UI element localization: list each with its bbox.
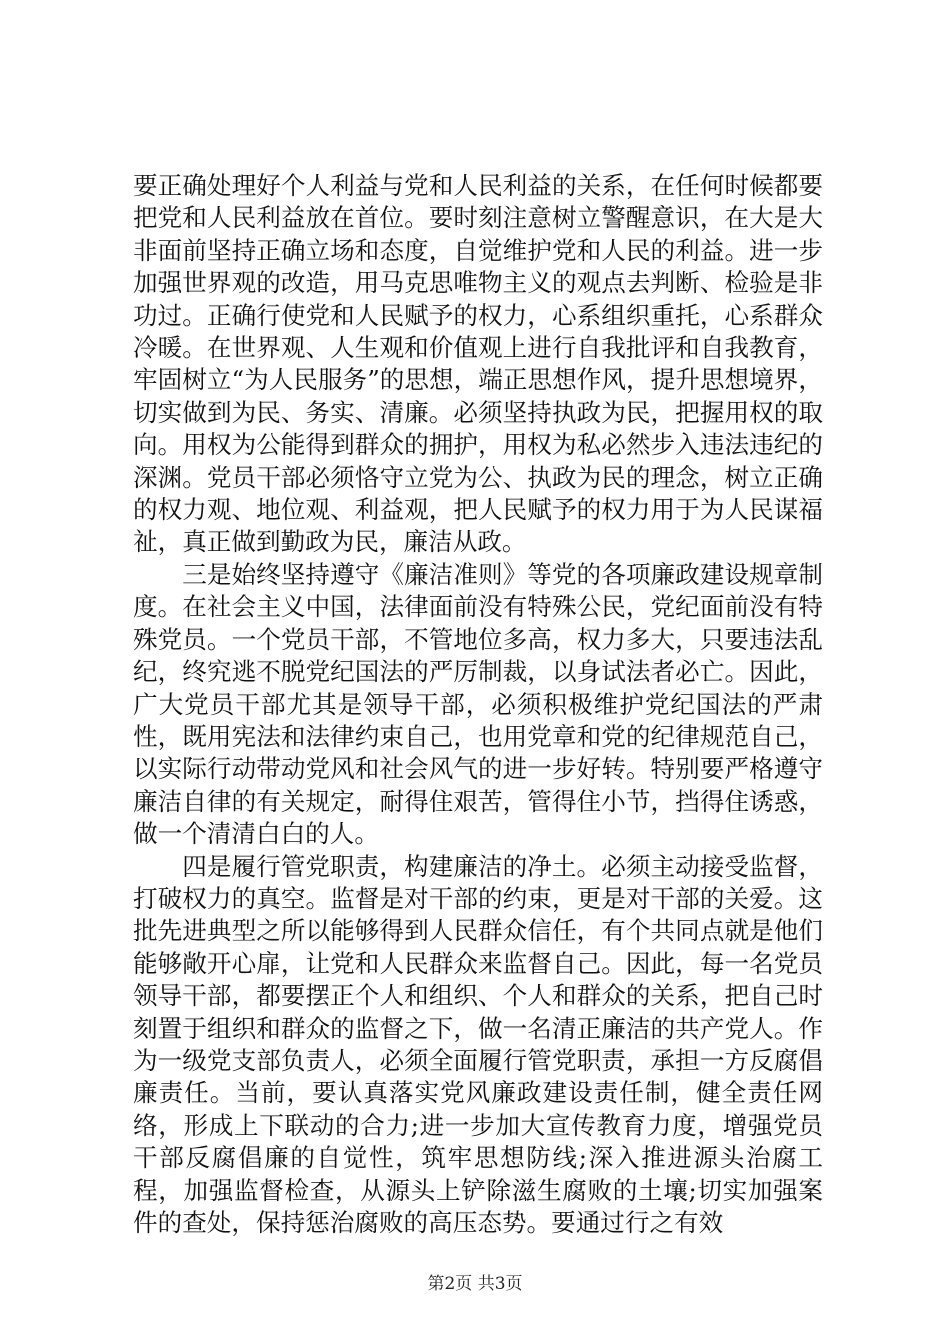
paragraph-3: 四是履行管党职责，构建廉洁的净土。必须主动接受监督，打破权力的真空。监督是对干部的约束，更是对干部的关爱。这批先进典型之所以能够得到人民群众信任，有个共同点就是他们能够敞开心扉，让党和人民群众来监督自己。因此，每一名党员领导干部，都要摆正个人和组织、个人和群众的关系，把自己时刻置于组织和群众的监督之下，做一名清正廉洁的共产党人。作为一级党支部负责人，必须全面履行管党职责，承担一方反腐倡廉责任。当前，要认真落实党风廉政建设责任制，健全责任网络，形成上下联动的合力;进一步加大宣传教育力度，增强党员干部反腐倡廉的自觉性，筑牢思想防线;深入推进源头治腐工程，加强监督检查，从源头上铲除滋生腐败的土壤;切实加强案件的查处，保持惩治腐败的高压态势。要通过行之有效 [133, 851, 823, 1237]
document-body [133, 170, 823, 1239]
paragraph-1: 要正确处理好个人利益与党和人民利益的关系，在任何时候都要把党和人民利益放在首位。要时刻注意树立警醒意识，在大是大非面前坚持正确立场和态度，自觉维护党和人民的利益。进一步加强世界观的改造，用马克思唯物主义的观点去判断、检验是非功过。正确行使党和人民赋予的权力，心系组织重托，心系群众冷暖。在世界观、人生观和价值观上进行自我批评和自我教育，牢固树立“为人民服务”的思想，端正思想作风，提升思想境界，切实做到为民、务实、清廉。必须坚持执政为民，把握用权的取向。用权为公能得到群众的拥护，用权为私必然步入违法违纪的深渊。党员干部必须恪守立党为公、执政为民的理念，树立正确的权力观、地位观、利益观，把人民赋予的权力用于为人民谋福祉，真正做到勤政为民，廉洁从政。 [133, 171, 823, 557]
paragraph-2: 三是始终坚持遵守《廉洁准则》等党的各项廉政建设规章制度。在社会主义中国，法律面前没有特殊公民，党纪面前没有特殊党员。一个党员干部，不管地位多高，权力多大，只要违法乱纪，终究逃不脱党纪国法的严厉制裁，以身试法者必亡。因此，广大党员干部尤其是领导干部，必须积极维护党纪国法的严肃性，既用宪法和法律约束自己，也用党章和党的纪律规范自己，以实际行动带动党风和社会风气的进一步好转。特别要严格遵守廉洁自律的有关规定，耐得住艰苦，管得住小节，挡得住诱惑，做一个清清白白的人。 [133, 559, 823, 849]
page-footer: 第2页 共3页 [427, 1274, 523, 1294]
